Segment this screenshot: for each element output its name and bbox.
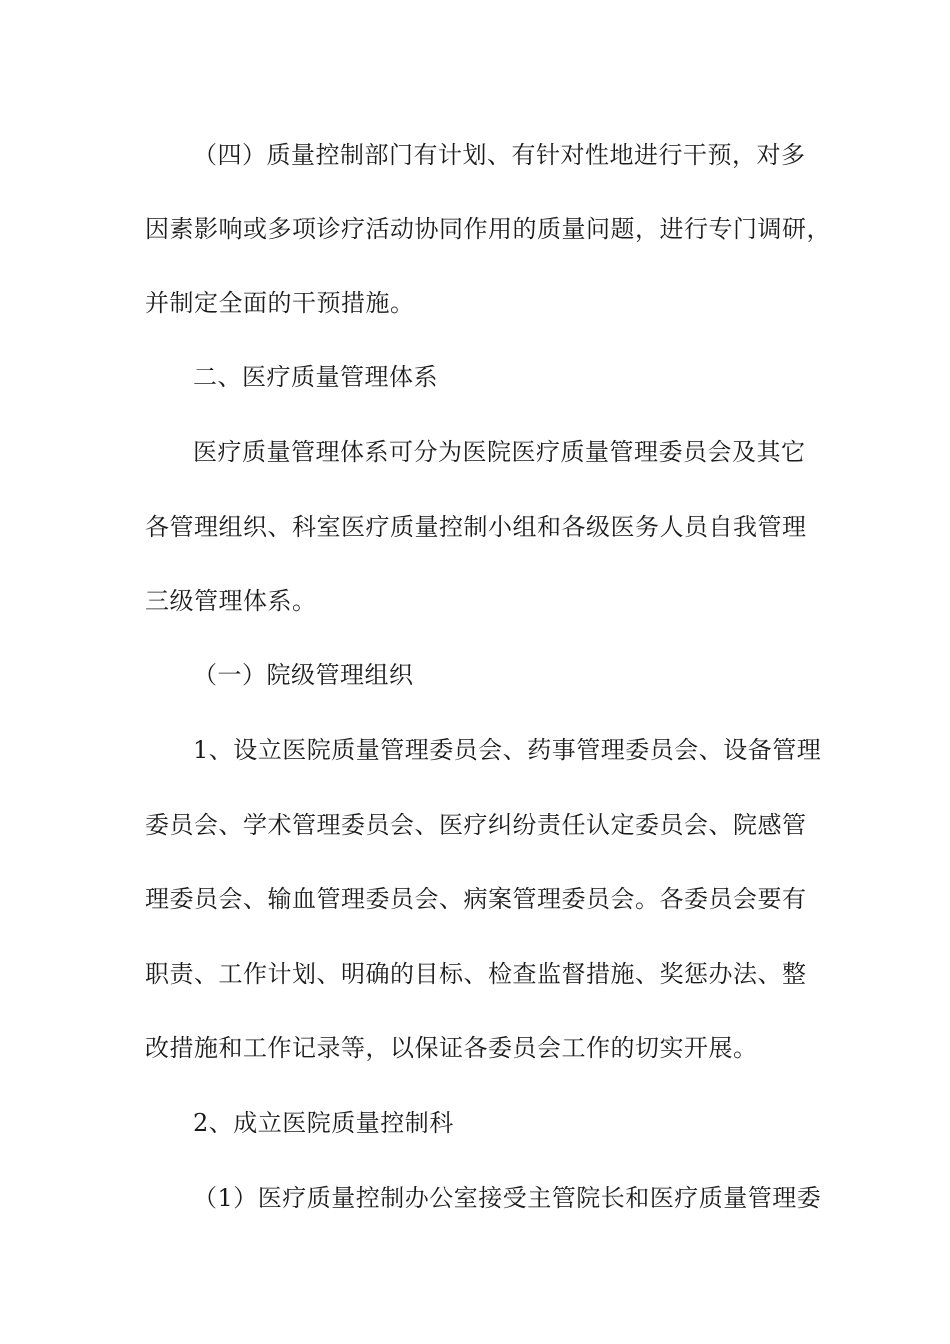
- paragraph-line: （1）医疗质量控制办公室接受主管院长和医疗质量管理委: [193, 1184, 822, 1212]
- paragraph-line: 并制定全面的干预措施。: [145, 289, 415, 317]
- subsection-heading: 2、成立医院质量控制科: [193, 1109, 454, 1137]
- paragraph-line: 因素影响或多项诊疗活动协同作用的质量问题，进行专门调研，: [145, 215, 831, 243]
- paragraph-line: 医疗质量管理体系可分为医院医疗质量管理委员会及其它: [193, 438, 806, 466]
- paragraph-line: 职责、工作计划、明确的目标、检查监督措施、奖惩办法、整: [145, 960, 807, 988]
- paragraph-line: （四）质量控制部门有计划、有针对性地进行干预，对多: [193, 141, 806, 169]
- paragraph-line: 各管理组织、科室医疗质量控制小组和各级医务人员自我管理: [145, 513, 807, 541]
- paragraph-line: 理委员会、输血管理委员会、病案管理委员会。各委员会要有: [145, 885, 807, 913]
- section-heading: 二、医疗质量管理体系: [193, 363, 438, 391]
- paragraph-line: 委员会、学术管理委员会、医疗纠纷责任认定委员会、院感管: [145, 811, 807, 839]
- paragraph-line: 1、设立医院质量管理委员会、药事管理委员会、设备管理: [193, 736, 822, 764]
- paragraph-line: 改措施和工作记录等，以保证各委员会工作的切实开展。: [145, 1034, 758, 1062]
- paragraph-line: 三级管理体系。: [145, 587, 317, 615]
- subsection-heading: （一）院级管理组织: [193, 661, 414, 689]
